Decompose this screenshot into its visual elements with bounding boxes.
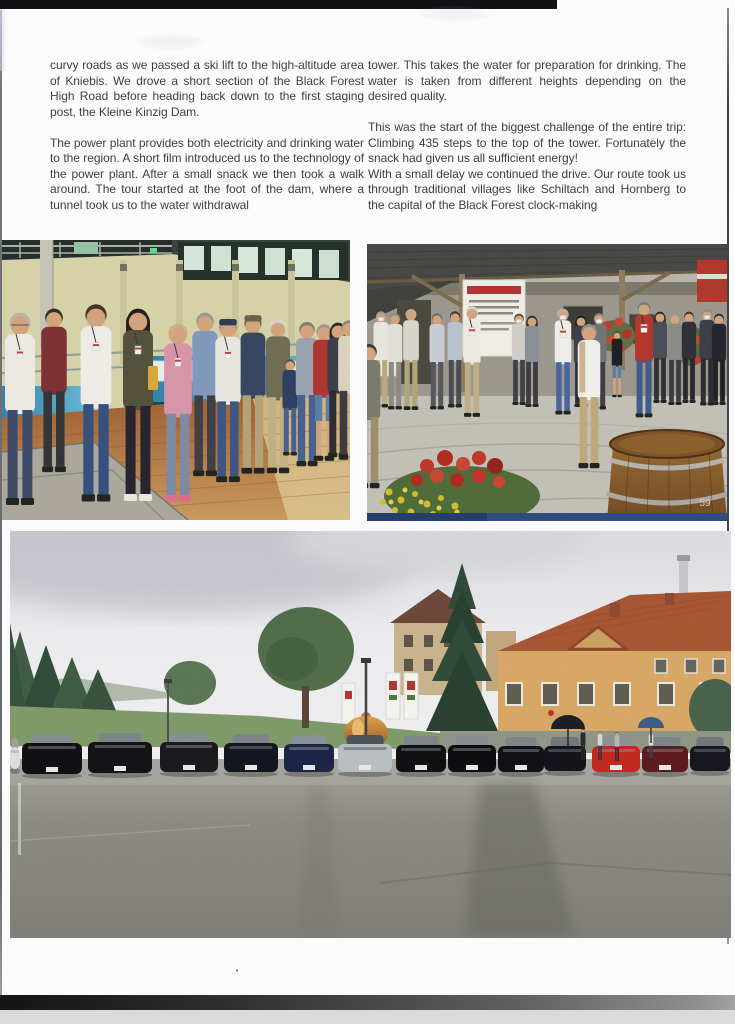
paragraph: This was the start of the biggest challenge of the entire trip: Climbing 435 steps to the top of the tower. Fortunately the snack had given us all sufficient energy!	[368, 120, 686, 165]
photo-power-plant-illustration	[2, 240, 350, 520]
paragraph: The power plant provides both electricity and drinking water to the region. A short film introduced us to the technology of the power plant. After a small snack we then took a walk around. The tour started at the foot of the dam, where a tunnel took us to the water withdrawal	[50, 135, 364, 212]
paragraph: tower. This takes the water for preparation for drinking. The water is taken from different heights depending on the desired quality.	[368, 58, 686, 103]
film-grain	[367, 244, 727, 521]
scan-smudge-left	[0, 9, 7, 71]
print-registration-dot	[236, 969, 238, 972]
page-number: 59	[699, 498, 711, 509]
photo-power-plant-hall	[2, 240, 350, 520]
article-right-column	[368, 58, 686, 213]
scan-smudge-top-1	[135, 34, 205, 50]
photo-courtyard-group	[367, 244, 727, 521]
paragraph: With a small delay we continued the drive. Our route took us through traditional villages like Schiltach and Hornberg to the capital of the Black Forest clock-making	[368, 166, 686, 212]
film-grain	[2, 240, 350, 520]
scan-background-strip	[0, 1010, 735, 1024]
photo-rainy-car-park	[10, 531, 731, 938]
article-left-column	[50, 58, 364, 229]
film-grain	[10, 531, 731, 938]
scan-edge-bottom-bar	[0, 995, 735, 1010]
scan-smudge-top-2	[420, 6, 490, 22]
paragraph: curvy roads as we passed a ski lift to the high-altitude area of Kniebis. We drove a short section of the Black Forest High Road before heading back down to the first staging post, the Kleine Kinzig Dam.	[50, 58, 364, 119]
photo-courtyard-illustration	[367, 244, 727, 521]
photo-car-park-illustration	[10, 531, 731, 938]
